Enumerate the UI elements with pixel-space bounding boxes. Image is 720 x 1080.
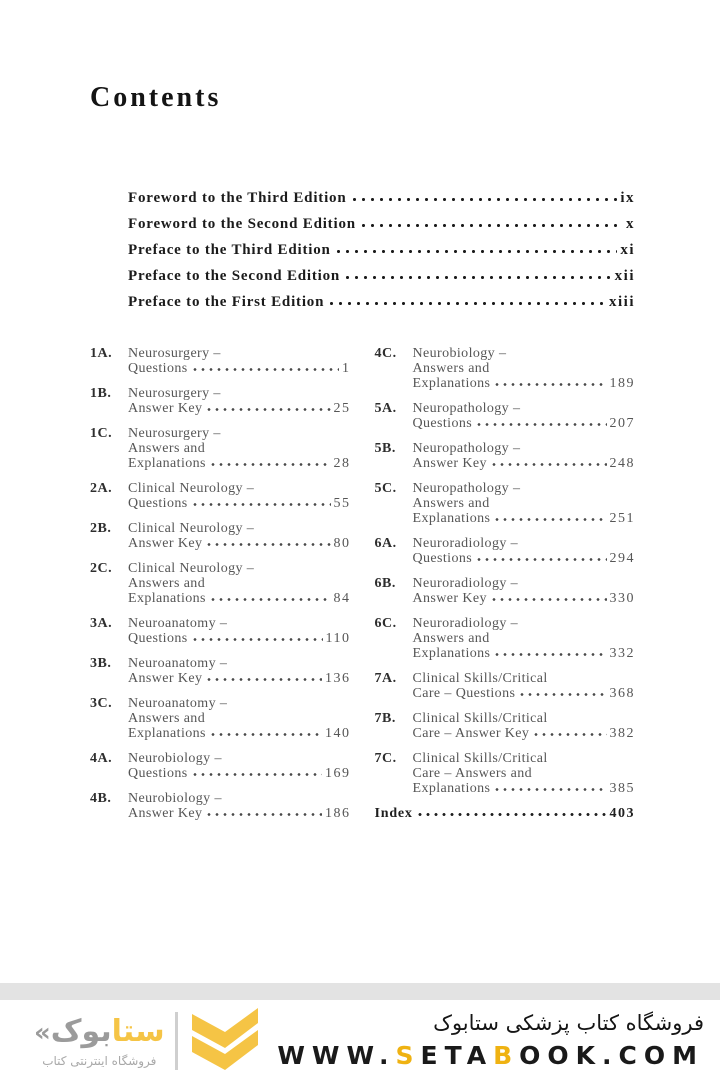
- toc-entry-last-line: [413, 511, 636, 526]
- dot-leader: [532, 732, 606, 737]
- toc-entry-leader-text: Questions: [412, 416, 473, 431]
- toc-entry-leader-text: Explanations: [128, 591, 206, 606]
- toc-entry-last-line: [413, 456, 636, 471]
- toc-entry-leader-text: Questions: [128, 361, 188, 376]
- toc-entry-number: 7C.: [374, 751, 397, 766]
- toc-entry-leader-text: Questions: [128, 631, 188, 646]
- toc-entry-leader-text: Care – Answer Key: [412, 726, 530, 741]
- toc-entry: [375, 616, 636, 661]
- logo-text-block: [34, 1015, 165, 1068]
- toc-entry-last-line: [413, 376, 636, 391]
- index-label: Index: [374, 806, 413, 821]
- toc-entry-body: [128, 751, 351, 781]
- toc-entry: [375, 441, 636, 471]
- front-matter-page-number: xiii: [608, 294, 635, 310]
- toc-entry-body: [128, 521, 351, 551]
- website-url[interactable]: [277, 1041, 704, 1070]
- dot-leader: [343, 275, 612, 280]
- toc-entry-title-line: Neuroanatomy –: [128, 616, 228, 631]
- dot-leader: [205, 542, 330, 547]
- toc-entry-number: 5A.: [374, 401, 397, 416]
- toc-entry-leader-text: Explanations: [128, 456, 206, 471]
- toc-entry: [90, 656, 351, 686]
- front-matter-label: Preface to the Second Edition: [128, 268, 341, 284]
- toc-entry-number: 2A.: [90, 481, 113, 496]
- toc-entry-body: [413, 616, 636, 661]
- toc-entry: [375, 346, 636, 391]
- website-url-segment: WWW.: [277, 1041, 396, 1070]
- toc-entry-last-line: [413, 416, 636, 431]
- toc-entry: [90, 521, 351, 551]
- toc-entry-page-number: 330: [609, 591, 635, 606]
- toc-entry-page-number: 169: [325, 766, 351, 781]
- toc-entry-number: 7A.: [374, 671, 397, 686]
- logo-wordmark: [34, 1015, 165, 1050]
- toc-column-left: [90, 346, 351, 831]
- toc-entry-number: 4C.: [374, 346, 397, 361]
- toc-entry-last-line: [413, 781, 636, 796]
- toc-entry-title-line: Answers and: [412, 496, 490, 511]
- toc-entry-title-line: Neurobiology –: [128, 791, 222, 806]
- toc-entry-page-number: 1: [342, 361, 351, 376]
- setabook-logo: [34, 1006, 262, 1076]
- toc-entry-leader-text: Answer Key: [128, 671, 203, 686]
- chevron-stack-icon: [188, 1006, 262, 1076]
- toc-entry-number: 5B.: [374, 441, 396, 456]
- toc-entry-title-line: Neuropathology –: [412, 481, 521, 496]
- toc-entry-page-number: 294: [609, 551, 635, 566]
- toc-entry-leader-text: Answer Key: [412, 591, 487, 606]
- front-matter-row: [128, 268, 635, 294]
- toc-entry-page-number: 110: [325, 631, 351, 646]
- toc-entry-body: [128, 346, 351, 376]
- dot-leader: [416, 812, 607, 817]
- toc-entry-body: [413, 346, 636, 391]
- toc-entry-body: [413, 401, 636, 431]
- dot-leader: [490, 597, 607, 602]
- dot-leader: [209, 732, 322, 737]
- toc-entry-number: 1B.: [90, 386, 112, 401]
- toc-entry-leader-text: Explanations: [412, 646, 491, 661]
- toc-entry-last-line: [413, 591, 636, 606]
- index-page-number: 403: [609, 806, 635, 821]
- toc-entry-last-line: [128, 766, 351, 781]
- front-matter-page-number: xii: [614, 268, 635, 284]
- toc-entry-title-line: Clinical Neurology –: [128, 481, 255, 496]
- front-matter-row: [128, 242, 635, 268]
- toc-entry: [90, 386, 351, 416]
- toc-entry-body: [128, 386, 351, 416]
- toc-entry-title-line: Neurosurgery –: [128, 346, 221, 361]
- toc-entry-leader-text: Care – Questions: [412, 686, 516, 701]
- toc-entry-last-line: [128, 361, 351, 376]
- toc-entry-title-line: Neurobiology –: [128, 751, 222, 766]
- toc-entry-last-line: [128, 591, 351, 606]
- front-matter-page-number: ix: [620, 190, 635, 206]
- toc-entry-leader-text: Questions: [128, 766, 188, 781]
- toc-entry-body: [128, 696, 351, 741]
- front-matter-label: Preface to the Third Edition: [128, 242, 331, 258]
- dot-leader: [518, 692, 606, 697]
- toc-entry-last-line: [128, 726, 351, 741]
- front-matter-label: Foreword to the Second Edition: [128, 216, 356, 232]
- toc-entry-last-line: [413, 686, 636, 701]
- toc-entry-title-line: Clinical Neurology –: [128, 561, 255, 576]
- toc-entry-title-line: Neurosurgery –: [128, 426, 221, 441]
- dot-leader: [350, 197, 618, 202]
- double-chevron-left-icon: «: [34, 1017, 51, 1048]
- toc-entry-leader-text: Answer Key: [128, 401, 203, 416]
- dot-leader: [493, 652, 606, 657]
- footer-divider: [0, 983, 720, 1000]
- front-matter-label: Foreword to the Third Edition: [128, 190, 347, 206]
- toc-entry-leader-text: Answer Key: [128, 806, 203, 821]
- toc-columns: [90, 346, 635, 831]
- toc-entry-number: 5C.: [374, 481, 397, 496]
- store-name-farsi: فروشگاه کتاب پزشکی ستابوک: [433, 1011, 704, 1035]
- toc-entry-last-line: [128, 401, 351, 416]
- dot-leader: [359, 223, 623, 228]
- toc-entry-page-number: 385: [609, 781, 635, 796]
- toc-entry-leader-text: Explanations: [128, 726, 206, 741]
- dot-leader: [205, 407, 330, 412]
- toc-entry-leader-text: Answer Key: [128, 536, 203, 551]
- toc-entry-leader-text: Explanations: [412, 511, 491, 526]
- toc-entry: [375, 751, 636, 796]
- toc-entry-number: 7B.: [374, 711, 396, 726]
- toc-column-right: [375, 346, 636, 831]
- toc-entry: [90, 751, 351, 781]
- footer-store-block: [277, 1008, 704, 1070]
- toc-entry-page-number: 207: [609, 416, 635, 431]
- toc-entry-body: [413, 671, 636, 701]
- toc-entry-body: [128, 426, 351, 471]
- logo-divider-bar: [175, 1012, 178, 1070]
- toc-entry: [90, 616, 351, 646]
- toc-entry-title-line: Neuropathology –: [412, 441, 521, 456]
- toc-entry-body: [128, 481, 351, 511]
- toc-entry-number: 3A.: [90, 616, 113, 631]
- website-url-segment: ETA: [420, 1041, 494, 1070]
- toc-entry-body: [128, 656, 351, 686]
- dot-leader: [475, 422, 606, 427]
- toc-entry: [90, 791, 351, 821]
- toc-entry-page-number: 28: [333, 456, 351, 471]
- toc-entry-page-number: 80: [333, 536, 351, 551]
- toc-entry-title-line: Answers and: [128, 441, 206, 456]
- page-title: Contents: [90, 82, 222, 113]
- toc-entry-number: 6B.: [374, 576, 396, 591]
- toc-entry-number: 2B.: [90, 521, 112, 536]
- toc-entry: [90, 426, 351, 471]
- toc-entry-page-number: 25: [333, 401, 351, 416]
- toc-entry-page-number: 368: [609, 686, 635, 701]
- toc-entry-title-line: Answers and: [128, 711, 206, 726]
- toc-entry-number: 4B.: [90, 791, 112, 806]
- wordmark-end: بوک: [50, 1013, 112, 1049]
- toc-entry-body: [413, 481, 636, 526]
- toc-entry: [375, 576, 636, 606]
- toc-entry-title-line: Care – Answers and: [412, 766, 533, 781]
- toc-entry: [375, 536, 636, 566]
- toc-entry-body: [413, 536, 636, 566]
- toc-entry-body: [128, 616, 351, 646]
- toc-entry-page-number: 55: [333, 496, 351, 511]
- toc-entry-last-line: [128, 496, 351, 511]
- dot-leader: [191, 637, 323, 642]
- footer-banner: [0, 1000, 720, 1080]
- toc-entry-title-line: Clinical Skills/Critical: [412, 711, 548, 726]
- toc-entry-leader-text: Questions: [412, 551, 473, 566]
- toc-entry-title-line: Neuroradiology –: [412, 536, 519, 551]
- toc-entry: [90, 346, 351, 376]
- toc-entry-number: 4A.: [90, 751, 113, 766]
- front-matter-page-number: x: [626, 216, 635, 232]
- toc-entry-title-line: Neurosurgery –: [128, 386, 221, 401]
- dot-leader: [209, 597, 331, 602]
- toc-entry-last-line: [128, 671, 351, 686]
- toc-entry-page-number: 248: [609, 456, 635, 471]
- toc-entry-leader-text: Answer Key: [412, 456, 487, 471]
- wordmark-start: ستا: [111, 1013, 165, 1049]
- toc-entry-title-line: Neuroanatomy –: [128, 656, 228, 671]
- dot-leader: [327, 301, 606, 306]
- toc-entry: [375, 481, 636, 526]
- toc-entry-body: [413, 751, 636, 796]
- dot-leader: [490, 462, 607, 467]
- toc-entry-number: 6C.: [374, 616, 397, 631]
- dot-leader: [334, 249, 618, 254]
- toc-entry-title-line: Clinical Neurology –: [128, 521, 255, 536]
- toc-entry-last-line: [413, 551, 636, 566]
- toc-entry-last-line: [128, 536, 351, 551]
- toc-entry-title-line: Clinical Skills/Critical: [412, 751, 548, 766]
- toc-entry-page-number: 251: [609, 511, 635, 526]
- toc-entry-leader-text: Explanations: [412, 781, 491, 796]
- dot-leader: [191, 502, 331, 507]
- toc-entry-page-number: 332: [609, 646, 635, 661]
- toc-entry-title-line: Neuroanatomy –: [128, 696, 228, 711]
- front-matter-list: [128, 190, 635, 320]
- toc-entry-title-line: Neuroradiology –: [412, 616, 519, 631]
- toc-entry-last-line: [128, 806, 351, 821]
- website-url-segment: OOK.COM: [519, 1041, 704, 1070]
- toc-entry-number: 1A.: [90, 346, 113, 361]
- toc-entry-page-number: 186: [325, 806, 351, 821]
- toc-entry: [90, 696, 351, 741]
- toc-entry: [90, 561, 351, 606]
- toc-entry-title-line: Neuroradiology –: [412, 576, 519, 591]
- front-matter-row: [128, 216, 635, 242]
- toc-entry-body: [128, 791, 351, 821]
- toc-entry-body: [413, 711, 636, 741]
- toc-entry-leader-text: Questions: [128, 496, 188, 511]
- toc-entry-title-line: Neurobiology –: [412, 346, 507, 361]
- toc-entry: [375, 671, 636, 701]
- toc-entry-body: [413, 441, 636, 471]
- logo-tagline: فروشگاه اینترنتی کتاب: [42, 1053, 157, 1068]
- dot-leader: [209, 462, 331, 467]
- dot-leader: [475, 557, 606, 562]
- toc-entry-last-line: [413, 726, 636, 741]
- front-matter-row: [128, 294, 635, 320]
- toc-index-row: [375, 806, 636, 822]
- dot-leader: [493, 787, 606, 792]
- toc-entry-leader-text: Explanations: [412, 376, 491, 391]
- dot-leader: [191, 367, 339, 372]
- toc-entry: [375, 711, 636, 741]
- front-matter-page-number: xi: [620, 242, 635, 258]
- toc-entry-page-number: 140: [325, 726, 351, 741]
- toc-entry-last-line: [128, 631, 351, 646]
- toc-entry-body: [413, 576, 636, 606]
- toc-entry-number: 3C.: [90, 696, 113, 711]
- toc-entry-page-number: 189: [609, 376, 635, 391]
- toc-entry-number: 3B.: [90, 656, 112, 671]
- toc-entry-last-line: [413, 646, 636, 661]
- toc-entry-page-number: 84: [333, 591, 351, 606]
- toc-entry-title-line: Clinical Skills/Critical: [412, 671, 548, 686]
- toc-entry-title-line: Neuropathology –: [412, 401, 521, 416]
- dot-leader: [205, 677, 322, 682]
- toc-entry-number: 1C.: [90, 426, 113, 441]
- front-matter-row: [128, 190, 635, 216]
- toc-entry-last-line: [128, 456, 351, 471]
- website-url-segment: S: [395, 1041, 421, 1070]
- toc-entry-number: 6A.: [374, 536, 397, 551]
- toc-entry: [90, 481, 351, 511]
- toc-entry-number: 2C.: [90, 561, 113, 576]
- dot-leader: [205, 812, 322, 817]
- toc-entry-title-line: Answers and: [412, 631, 490, 646]
- toc-entry-title-line: Answers and: [412, 361, 490, 376]
- dot-leader: [493, 517, 606, 522]
- website-url-segment: B: [493, 1041, 520, 1070]
- toc-entry-body: [128, 561, 351, 606]
- toc-entry-page-number: 136: [325, 671, 351, 686]
- front-matter-label: Preface to the First Edition: [128, 294, 325, 310]
- dot-leader: [191, 772, 322, 777]
- toc-entry: [375, 401, 636, 431]
- dot-leader: [493, 382, 606, 387]
- toc-entry-title-line: Answers and: [128, 576, 206, 591]
- toc-entry-page-number: 382: [609, 726, 635, 741]
